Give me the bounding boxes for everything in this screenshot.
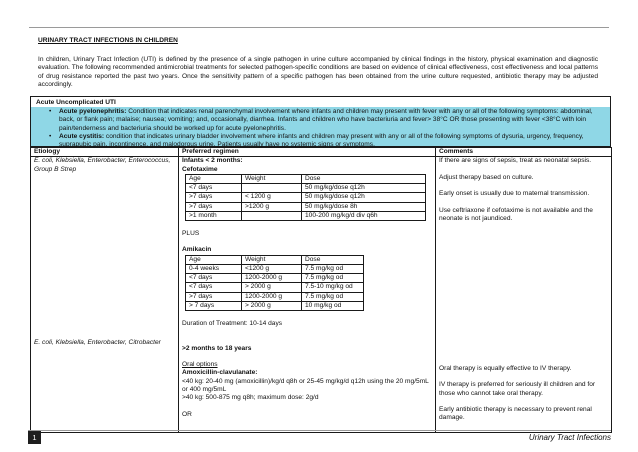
etiology-cell: [31, 157, 179, 433]
table-row: [186, 184, 426, 193]
amox-label: Amoxicillin-clavulanate:: [182, 369, 258, 377]
header-regimen: Preferred regimen: [179, 148, 436, 157]
footer-title: Urinary Tract Infections: [528, 433, 611, 442]
comments-cell: [436, 157, 612, 433]
dose-value: 7.5 mg/kg od: [302, 292, 364, 301]
definition-text: condition that indicates urinary bladder involvement where infants and children may present with any or all of the following symptoms of dysuria, urgency, frequency, suprapubic pain, incontinence, and malodorous urine. Patients usually have no systemic signs or symptoms.: [59, 132, 584, 149]
dose-weight: >1200 g: [242, 202, 302, 211]
uti-definition-list: [31, 107, 610, 149]
dose-col-age: Age: [186, 255, 242, 264]
dose-value: 7.5 mg/kg od: [302, 264, 364, 273]
page-number-badge: 1: [28, 431, 41, 444]
dose-age: >1 month: [186, 212, 242, 221]
comment-text: Adjust therapy based on culture.: [439, 173, 534, 181]
definition-term: Acute cystitis:: [59, 132, 105, 140]
footer-divider: [28, 430, 611, 431]
table-header-row: [31, 148, 612, 157]
dose-weight: <1200 g: [242, 264, 302, 273]
comment-text: IV therapy is preferred for seriously ill children and for those who cannot take oral therapy.: [439, 381, 596, 397]
dose-header-row: [186, 174, 426, 183]
dose-weight: < 1200 g: [242, 193, 302, 202]
etiology-older: E. coli, Klebsiella, Enterobacter, Citrobacter: [34, 338, 161, 346]
comment-text: Early antibiotic therapy is necessary to prevent renal damage.: [439, 406, 592, 422]
table-row: [31, 157, 612, 433]
amox-dose-line: <40 kg: 20-40 mg (amoxicillin)/kg/d q8h or 25-45 mg/kg/d q12h using the 20 mg/5mL or 400 mg/5mL: [182, 377, 429, 394]
table-row: [186, 292, 364, 301]
dose-age: >7 days: [186, 292, 242, 301]
dose-weight: > 2000 g: [242, 283, 302, 292]
uti-box-title: Acute Uncomplicated UTI: [36, 99, 116, 106]
regimen-cell: [179, 157, 436, 433]
uti-definition-box: [30, 96, 611, 147]
older-label: >2 months to 18 years: [182, 344, 252, 352]
cefotaxime-label: Cefotaxime: [182, 165, 218, 173]
amox-dose-line: >40 kg: 500-875 mg q8h; maximum dose: 2g/d: [182, 394, 319, 402]
definition-text: Condition that indicates renal parenchymal involvement where infants and children may present with fever with any or all of the following symptoms: abdominal, back, or flank pain; malaise; nausea; vomiting; and, occasionally, diarrhea. Infants and children who have bacteriuria and fever> 38°C OR those presenting with fever <38°C with loin pain/tenderness and bacteriuria should be worked up for acute pyelonephritis.: [59, 108, 593, 132]
dose-age: >7 days: [186, 202, 242, 211]
table-row: [186, 274, 364, 283]
dose-age: <7 days: [186, 184, 242, 193]
dose-col-weight: Weight: [242, 255, 302, 264]
duration-text: Duration of Treatment: 10-14 days: [182, 319, 283, 327]
dose-value: 7.5 mg/kg od: [302, 274, 364, 283]
table-row: [186, 283, 364, 292]
comment-text: Oral therapy is equally effective to IV therapy.: [439, 364, 572, 372]
dose-weight: 1200-2000 g: [242, 274, 302, 283]
etiology-infants: E. coli, Klebsiella, Enterobacter, Enterococcus, Group B Strep: [34, 157, 171, 173]
dose-age: 0-4 weeks: [186, 264, 242, 273]
dose-col-age: Age: [186, 174, 242, 183]
table-row: [186, 202, 426, 211]
dose-weight: > 2000 g: [242, 302, 302, 311]
definition-term: Acute pyelonephritis:: [59, 108, 127, 115]
comment-text: Early onset is usually due to maternal transmission.: [439, 190, 590, 198]
dose-value: 7.5-10 mg/kg od: [302, 283, 364, 292]
table-row: [186, 264, 364, 273]
table-row: [186, 212, 426, 221]
dose-value: 50 mg/kg/dose q12h: [302, 193, 426, 202]
dose-col-dose: Dose: [302, 174, 426, 183]
dose-value: 50 mg/kg/dose 8h: [302, 202, 426, 211]
infants-label: Infants < 2 months:: [182, 157, 243, 165]
dose-value: 100-200 mg/kg/d div q6h: [302, 212, 426, 221]
page-title: URINARY TRACT INFECTIONS IN CHILDREN: [38, 37, 178, 44]
dose-col-weight: Weight: [242, 174, 302, 183]
dose-age: <7 days: [186, 283, 242, 292]
dose-weight: [242, 184, 302, 193]
dose-col-dose: Dose: [302, 255, 364, 264]
dose-weight: [242, 212, 302, 221]
amikacin-label: Amikacin: [182, 246, 212, 254]
header-comments: Comments: [436, 148, 612, 157]
comment-text: If there are signs of sepsis, treat as neonatal sepsis.: [439, 157, 592, 165]
table-row: [186, 193, 426, 202]
dose-value: 50 mg/kg/dose q12h: [302, 184, 426, 193]
dose-header-row: [186, 255, 364, 264]
dose-age: > 7 days: [186, 302, 242, 311]
dose-age: <7 days: [186, 274, 242, 283]
dose-age: >7 days: [186, 193, 242, 202]
cefotaxime-dose-table: [185, 174, 426, 221]
header-etiology: Etiology: [31, 148, 179, 157]
comment-text: Use ceftriaxone if cefotaxime is not available and the neonate is not jaundiced.: [439, 207, 593, 223]
dose-weight: 1200-2000 g: [242, 292, 302, 301]
dose-value: 10 mg/kg od: [302, 302, 364, 311]
definition-pyelonephritis: [49, 108, 602, 133]
amikacin-dose-table: [185, 255, 364, 312]
table-row: [186, 302, 364, 311]
plus-label: PLUS: [182, 229, 200, 237]
or-label: OR: [182, 410, 192, 418]
treatment-table: [30, 147, 612, 433]
oral-options-label: Oral options: [182, 361, 218, 369]
top-divider: [29, 27, 609, 28]
uti-definition-band: [31, 107, 610, 149]
intro-paragraph: In children, Urinary Tract Infection (UTI) is defined by the presence of a single pathogen in urine culture accompanied by clinical findings in the history, physical examination and diagnostic evaluation. The following recommended antimicrobial treatments for selected pathogen-specific conditions are based on evidence of clinical effectiveness, cost effectiveness and local patterns of drug resistance reported the past two years. Once the sensitivity pattern of a specific pathogen has been obtained from the urine culture requested, antibiotic therapy may be adjusted accordingly.: [38, 56, 598, 88]
